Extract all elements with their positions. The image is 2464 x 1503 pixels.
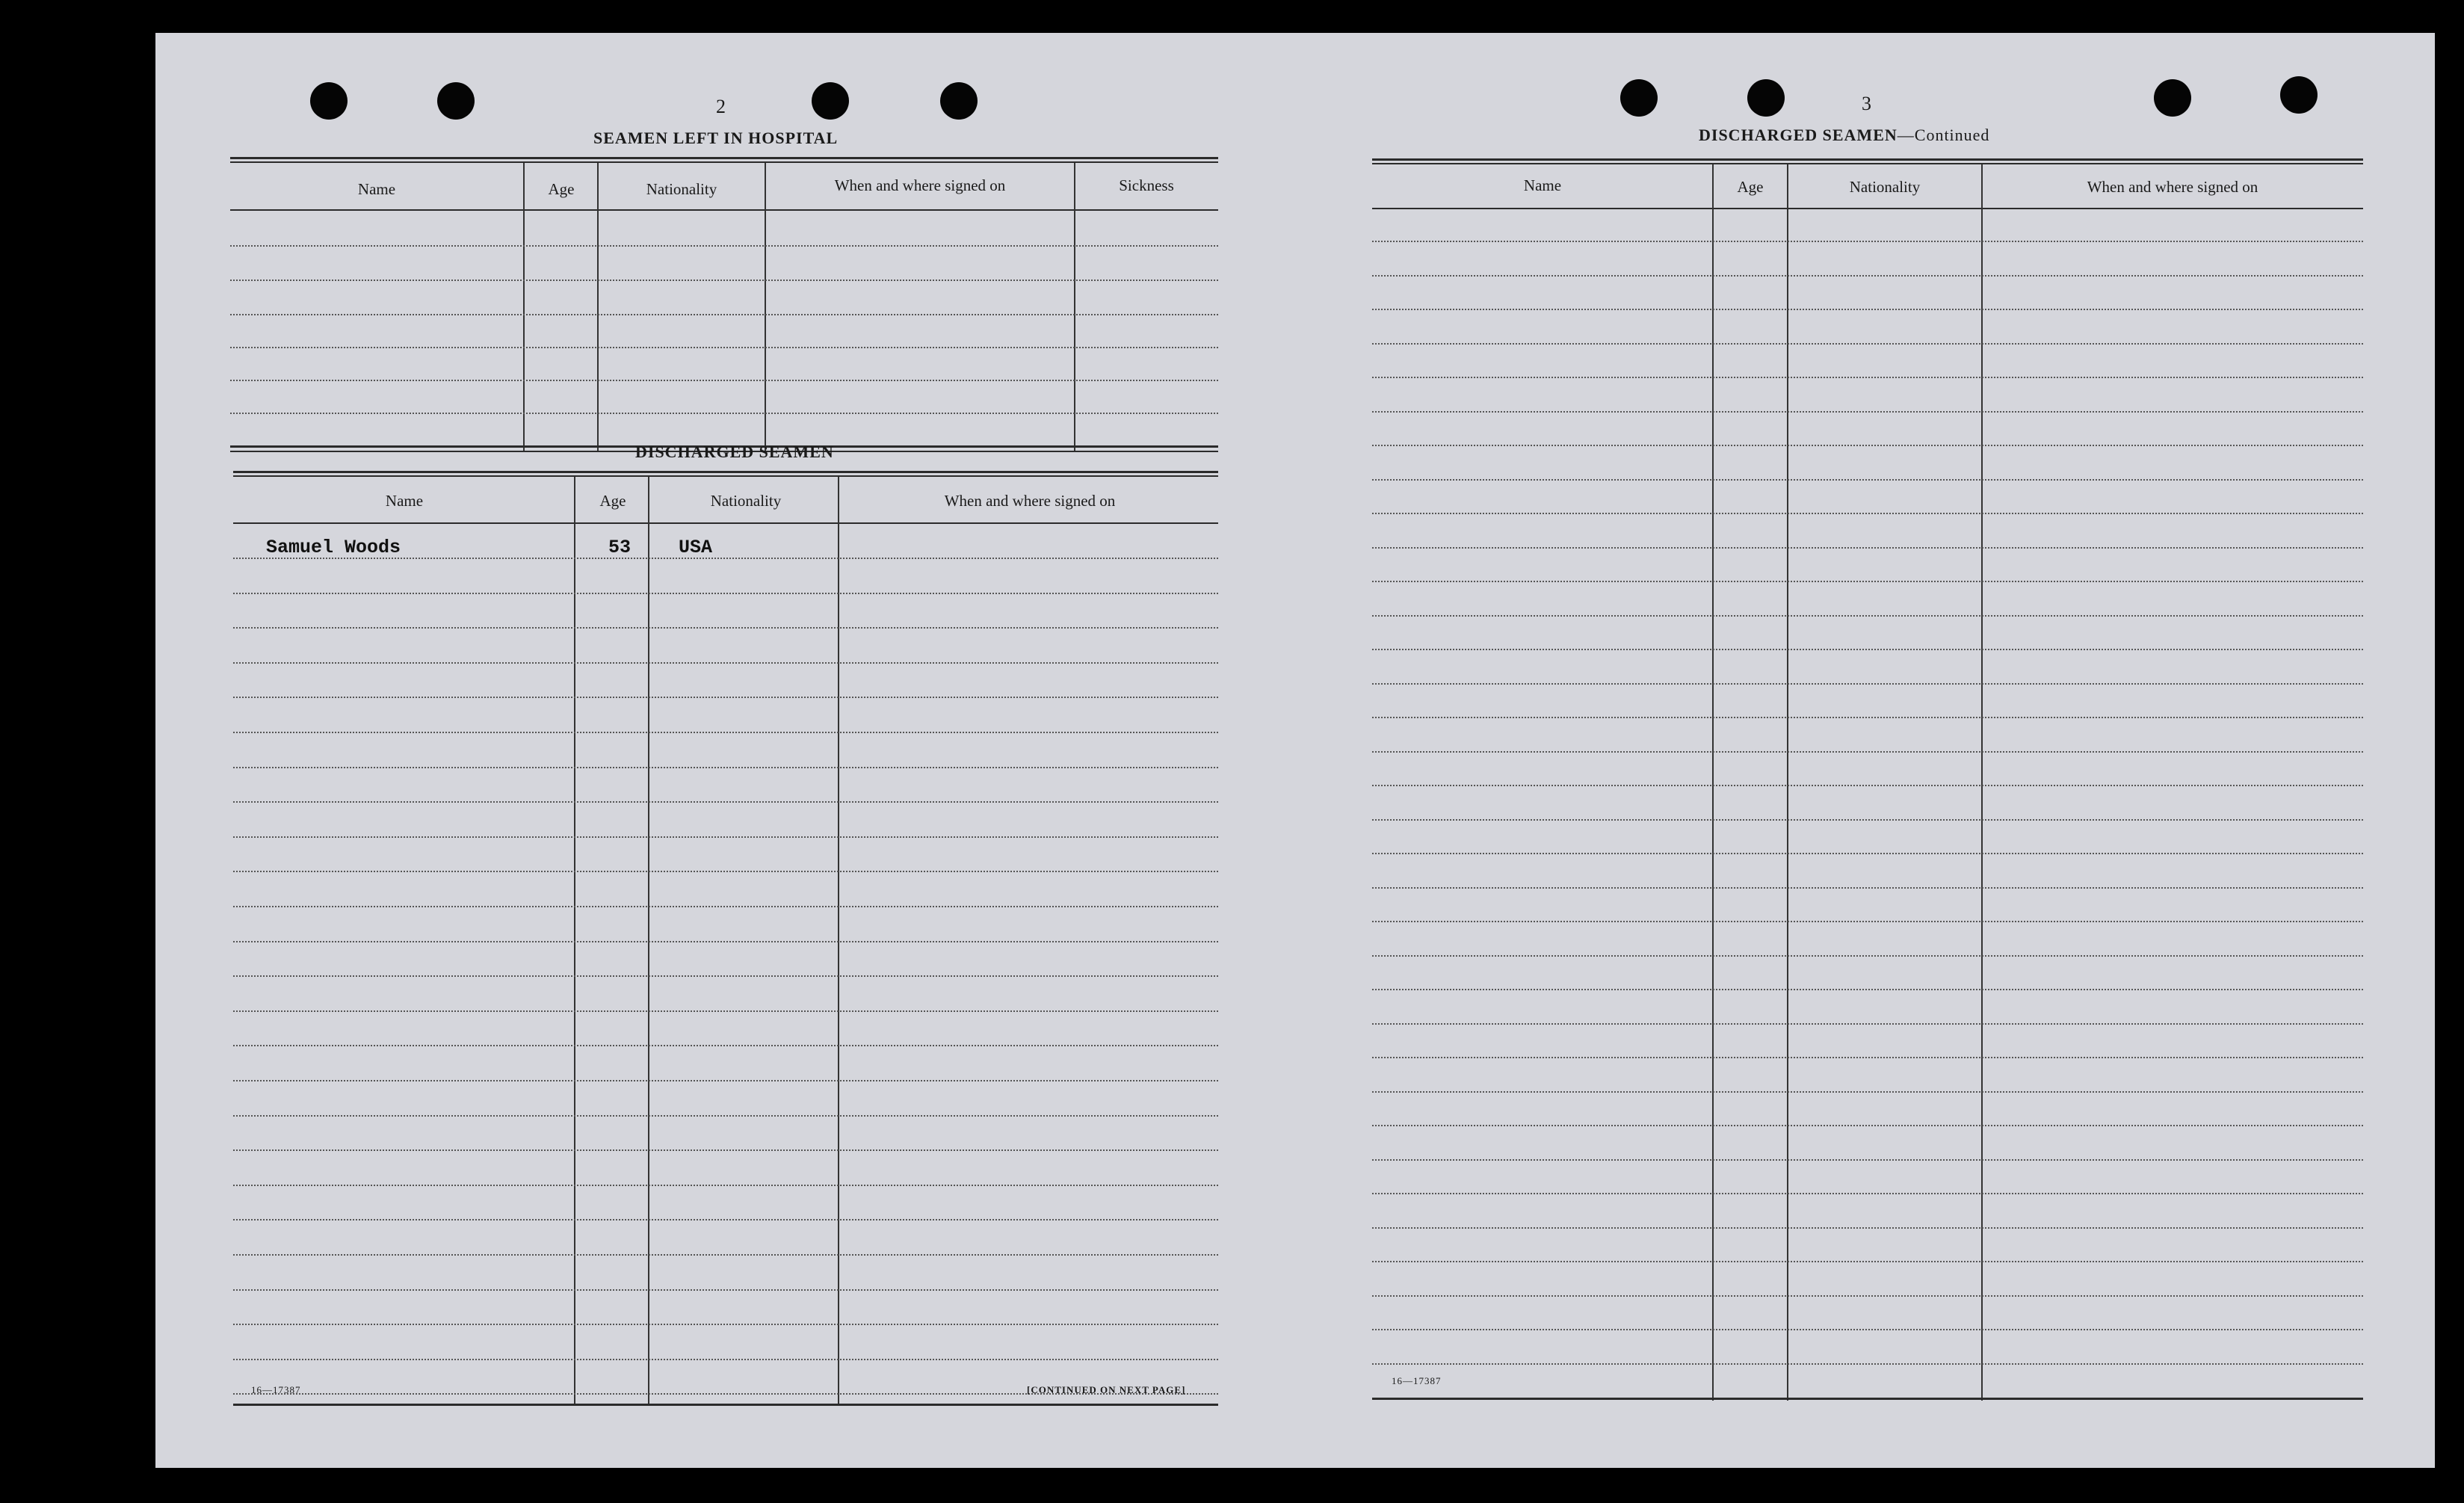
right-row-line <box>1372 1261 2363 1262</box>
discharged-row-line <box>233 697 1218 698</box>
continued-note: [CONTINUED ON NEXT PAGE] <box>1027 1384 1186 1395</box>
hospital-row-line <box>230 314 1218 315</box>
form-number-left: 16—17387 <box>251 1384 301 1395</box>
discharged-row-line <box>233 1289 1218 1291</box>
discharged-header-rule <box>233 522 1218 524</box>
right-row-line <box>1372 785 2363 786</box>
right-top-rule <box>1372 158 2363 161</box>
discharged-col-divider <box>838 477 839 1404</box>
discharged-col-divider <box>574 477 575 1404</box>
right-row-line <box>1372 309 2363 310</box>
punch-hole <box>940 82 978 120</box>
discharged-row-line <box>233 558 1218 559</box>
discharged-col-name: Name <box>385 492 424 510</box>
discharged-row-line <box>233 975 1218 977</box>
right-row-line <box>1372 479 2363 481</box>
right-row-line <box>1372 1329 2363 1330</box>
right-row-line <box>1372 343 2363 345</box>
discharged-row-line <box>233 593 1218 594</box>
hospital-col-divider <box>1074 163 1075 451</box>
right-col-age: Age <box>1737 178 1764 196</box>
hospital-row-line <box>230 280 1218 281</box>
discharged-row-line <box>233 732 1218 733</box>
discharged-row-line <box>233 1115 1218 1117</box>
discharged-row-line <box>233 662 1218 664</box>
hospital-row-line <box>230 347 1218 348</box>
right-row-line <box>1372 717 2363 718</box>
right-row-line <box>1372 1159 2363 1161</box>
discharged-row-line <box>233 1080 1218 1081</box>
right-row-line <box>1372 1091 2363 1093</box>
right-section-title <box>1699 126 1989 145</box>
hospital-col-sickness: Sickness <box>1119 176 1174 194</box>
hospital-row-line <box>230 245 1218 247</box>
hospital-row-line <box>230 380 1218 381</box>
hospital-col-nationality: Nationality <box>646 180 717 198</box>
discharged-row-line <box>233 1045 1218 1046</box>
hospital-col-name: Name <box>357 180 396 198</box>
hospital-col-divider <box>765 163 766 451</box>
discharged-row-line <box>233 906 1218 907</box>
right-row-line <box>1372 581 2363 582</box>
right-row-line <box>1372 1057 2363 1058</box>
right-col-name: Name <box>1523 176 1562 194</box>
right-col-divider <box>1981 164 1983 1401</box>
right-section-title-suffix: —Continued <box>1897 126 1990 144</box>
discharged-row-nationality: USA <box>679 537 713 558</box>
right-row-line <box>1372 377 2363 378</box>
punch-hole <box>2154 79 2191 117</box>
right-row-line <box>1372 921 2363 922</box>
discharged-row-line <box>233 1359 1218 1360</box>
document-sheet <box>155 33 2435 1468</box>
discharged-col-signed-on: When and where signed on <box>944 492 1116 510</box>
punch-hole <box>2280 76 2318 114</box>
right-col-nationality: Nationality <box>1849 178 1921 196</box>
right-col-signed-on: When and where signed on <box>2087 178 2258 196</box>
hospital-top-rule <box>230 157 1218 159</box>
right-top-rule-2 <box>1372 163 2363 164</box>
discharged-row-line <box>233 836 1218 838</box>
discharged-row-line <box>233 1149 1218 1151</box>
right-row-line <box>1372 1363 2363 1365</box>
form-number-right: 16—17387 <box>1392 1375 1442 1386</box>
hospital-col-signed-on: When and where signed on <box>834 176 1006 194</box>
discharged-row-line <box>233 1185 1218 1186</box>
discharged-row-line <box>233 1010 1218 1012</box>
right-section-title-main: DISCHARGED SEAMEN <box>1699 126 1898 144</box>
discharged-row-name: Samuel Woods <box>266 537 401 558</box>
discharged-row-line <box>233 941 1218 942</box>
hospital-section-title: SEAMEN LEFT IN HOSPITAL <box>593 129 839 147</box>
discharged-row-line <box>233 871 1218 872</box>
right-row-line <box>1372 989 2363 990</box>
right-row-line <box>1372 819 2363 821</box>
right-col-divider <box>1712 164 1714 1401</box>
discharged-bottom-rule <box>233 1404 1218 1406</box>
right-row-line <box>1372 1227 2363 1229</box>
punch-hole <box>812 82 849 120</box>
hospital-header-rule <box>230 209 1218 211</box>
right-header-rule <box>1372 208 2363 209</box>
discharged-row-line <box>233 767 1218 768</box>
discharged-top-rule-2 <box>233 475 1218 477</box>
right-row-line <box>1372 547 2363 549</box>
punch-hole <box>310 82 348 120</box>
right-row-line <box>1372 411 2363 413</box>
right-row-line <box>1372 1125 2363 1126</box>
discharged-row-line <box>233 801 1218 803</box>
discharged-row-line <box>233 1254 1218 1256</box>
discharged-row-age: 53 <box>608 537 632 558</box>
punch-hole <box>1620 79 1658 117</box>
discharged-section-title: DISCHARGED SEAMEN <box>635 442 834 461</box>
right-bottom-rule <box>1372 1398 2363 1400</box>
page-number-left: 2 <box>716 96 726 117</box>
discharged-row-line <box>233 627 1218 629</box>
right-row-line <box>1372 1023 2363 1025</box>
discharged-col-divider <box>648 477 649 1404</box>
page-number-right: 3 <box>1862 93 1872 114</box>
hospital-top-rule-2 <box>230 161 1218 163</box>
right-row-line <box>1372 751 2363 753</box>
right-row-line <box>1372 1295 2363 1297</box>
discharged-top-rule <box>233 471 1218 473</box>
hospital-row-line <box>230 413 1218 414</box>
discharged-col-nationality: Nationality <box>710 492 782 510</box>
right-row-line <box>1372 887 2363 889</box>
hospital-col-divider <box>597 163 599 451</box>
right-row-line <box>1372 513 2363 514</box>
right-row-line <box>1372 275 2363 277</box>
right-row-line <box>1372 445 2363 446</box>
hospital-col-divider <box>523 163 525 451</box>
discharged-row-line <box>233 1219 1218 1220</box>
right-row-line <box>1372 241 2363 242</box>
punch-hole <box>1747 79 1785 117</box>
right-row-line <box>1372 649 2363 650</box>
right-row-line <box>1372 1193 2363 1194</box>
right-col-divider <box>1787 164 1788 1401</box>
punch-hole <box>437 82 475 120</box>
discharged-row-line <box>233 1324 1218 1325</box>
discharged-col-age: Age <box>599 492 626 510</box>
hospital-col-age: Age <box>548 180 575 198</box>
right-row-line <box>1372 615 2363 617</box>
right-row-line <box>1372 683 2363 685</box>
right-row-line <box>1372 853 2363 854</box>
right-row-line <box>1372 955 2363 957</box>
